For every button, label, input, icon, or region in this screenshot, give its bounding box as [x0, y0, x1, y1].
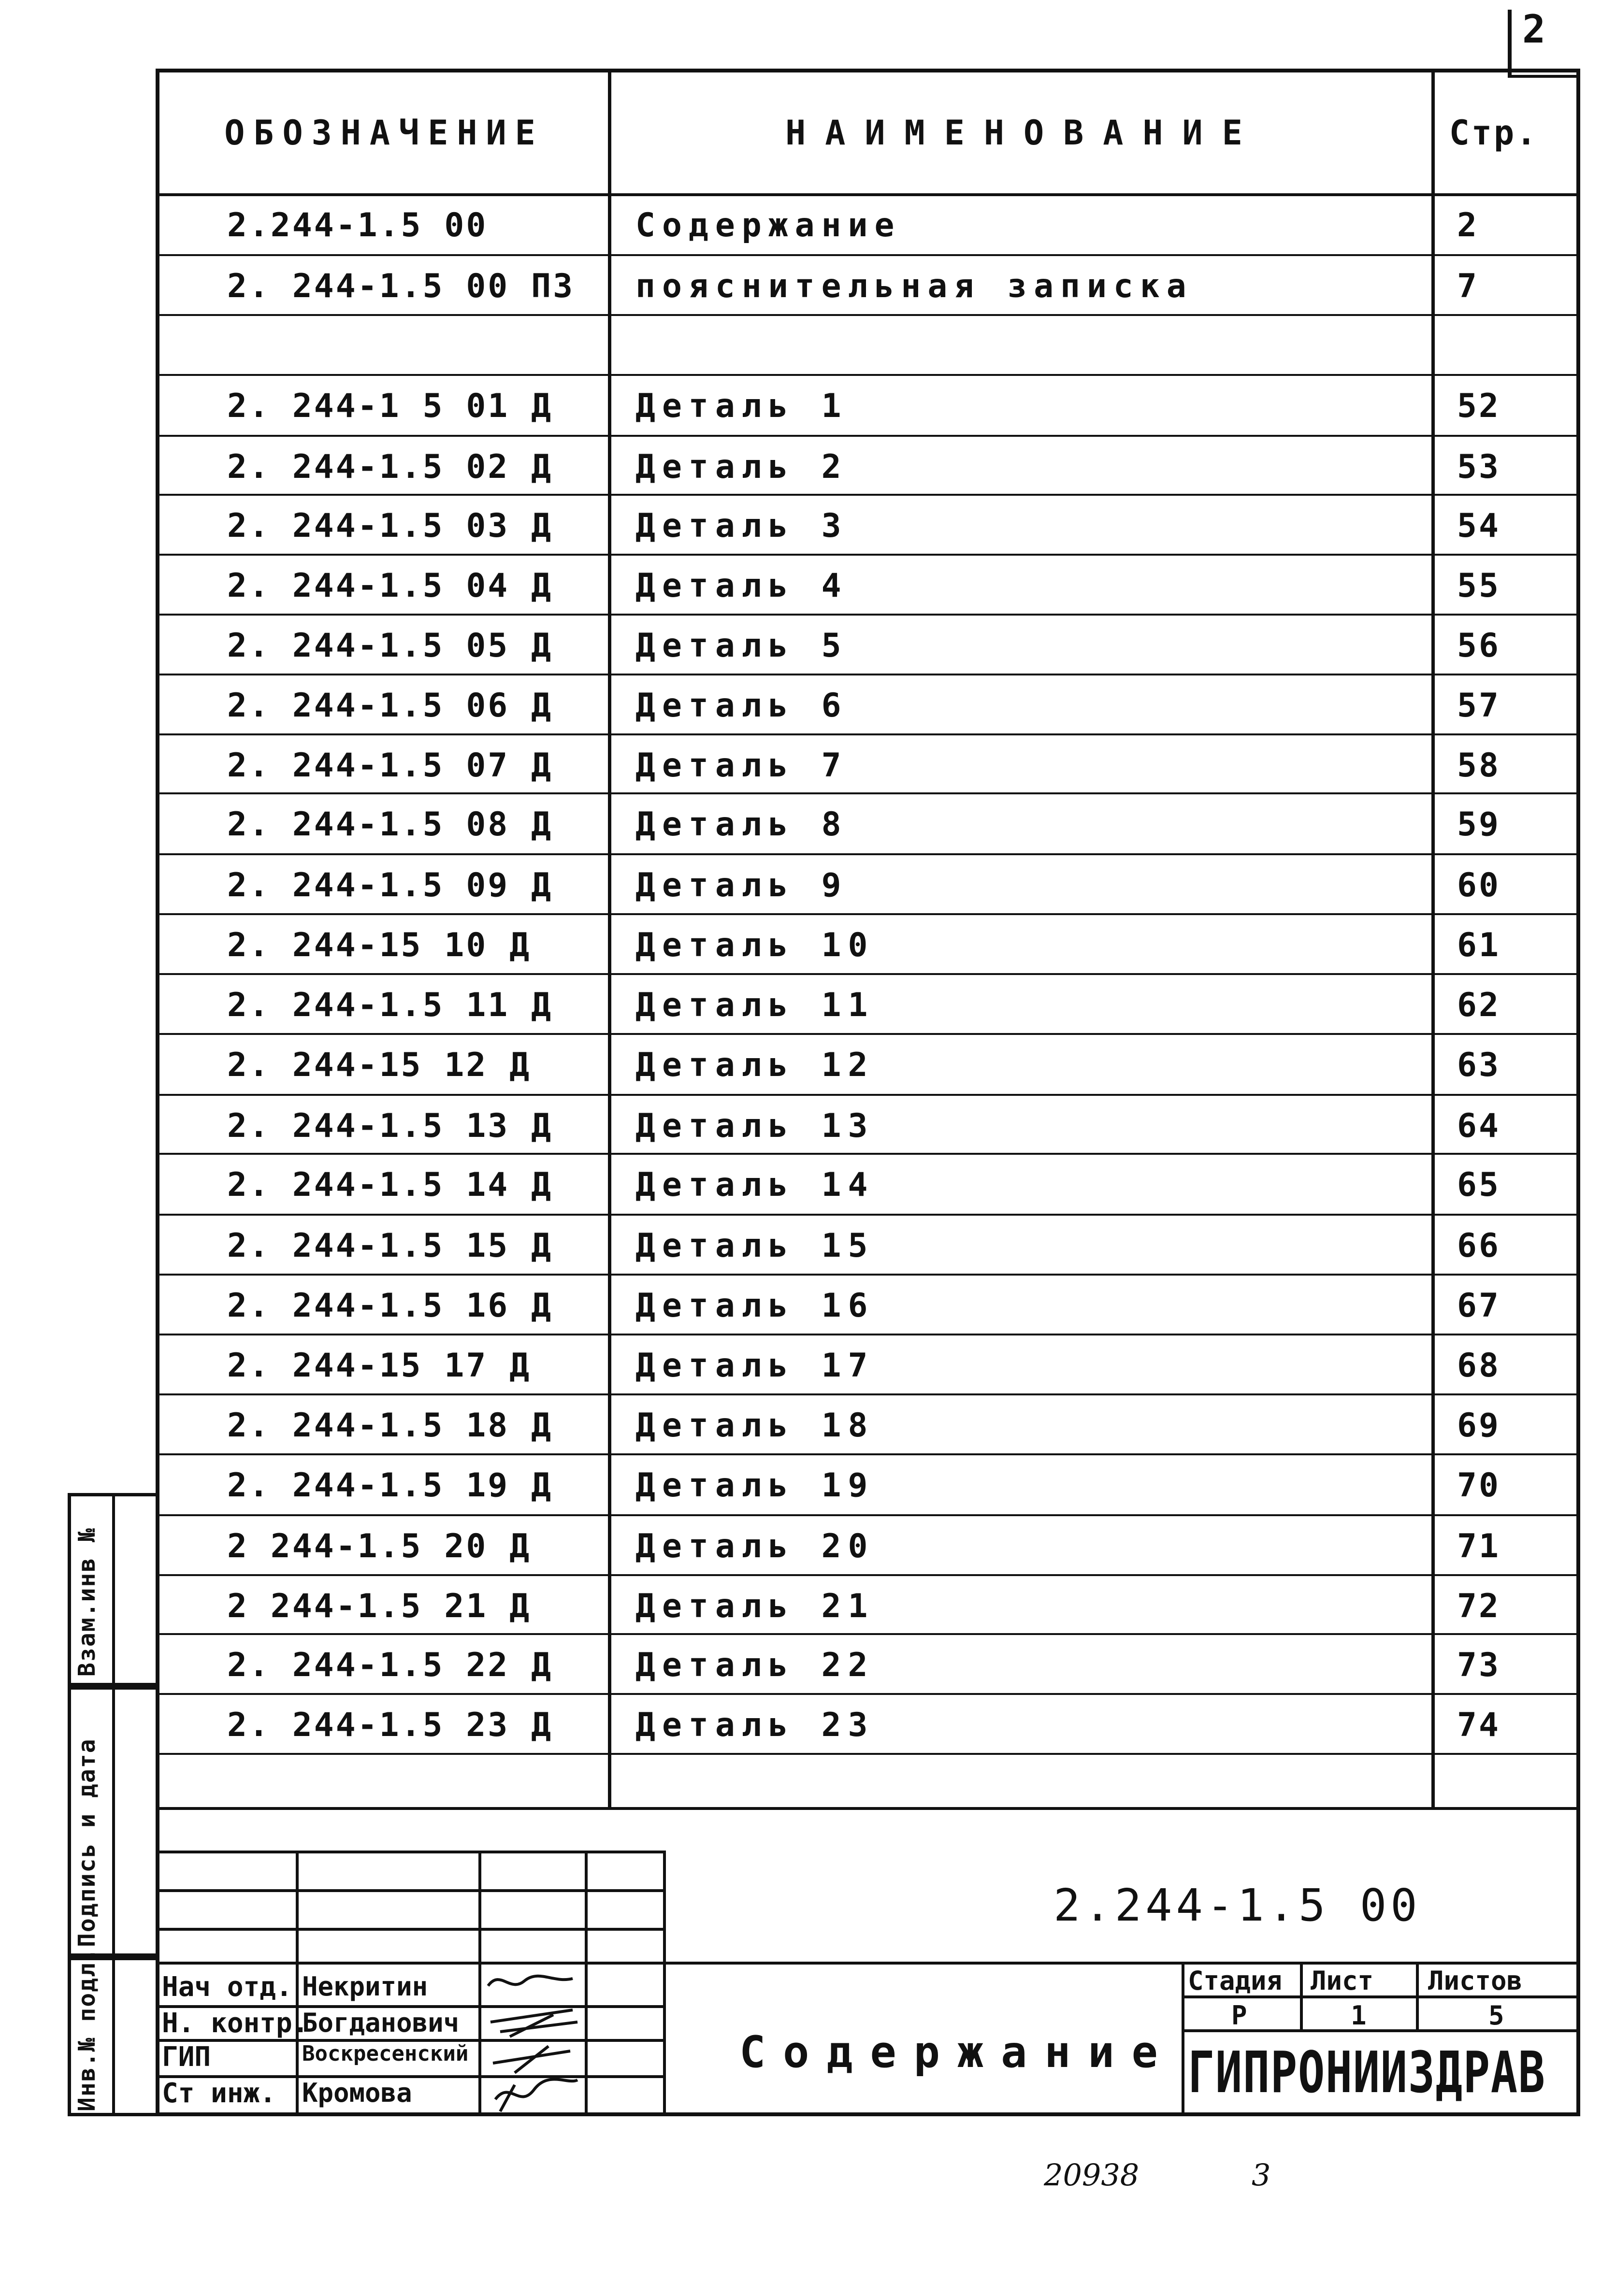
- signature-marks: [481, 1964, 587, 2114]
- table-row: [159, 616, 1561, 675]
- row-page: 70: [1457, 1466, 1501, 1505]
- stamp-inner-divider: [112, 1493, 115, 2116]
- row-name: Деталь 19: [635, 1466, 875, 1505]
- row-rule: [156, 1153, 1580, 1155]
- table-row: [159, 675, 1561, 735]
- row-rule: [156, 792, 1580, 794]
- table-row: [159, 1335, 1561, 1395]
- row-code: 2. 244-1 5 01 Д: [227, 387, 553, 425]
- row-name: Деталь 7: [635, 746, 848, 785]
- row-name: пояснительная записка: [635, 267, 1193, 305]
- titleblock-mid-rule: [156, 1962, 1580, 1965]
- copy-number: 3: [1252, 2157, 1271, 2193]
- table-row: [159, 1395, 1561, 1455]
- table-row: [159, 1576, 1561, 1636]
- signatory-name: Богданович: [302, 2008, 460, 2038]
- row-page: 73: [1457, 1646, 1501, 1684]
- row-name: Деталь 13: [635, 1106, 875, 1145]
- corner-rule-vertical: [1508, 10, 1512, 77]
- row-code: 2. 244-1.5 23 Д: [227, 1706, 553, 1744]
- row-rule: [156, 853, 1580, 855]
- table-row: [159, 1216, 1561, 1276]
- table-row: [159, 855, 1561, 915]
- row-rule: [156, 1094, 1580, 1096]
- stage-label: Стадия: [1188, 1966, 1283, 1996]
- table-row: [159, 1096, 1561, 1156]
- row-rule: [156, 1633, 1580, 1635]
- row-name: Деталь 11: [635, 986, 875, 1024]
- row-code: 2. 244-1.5 11 Д: [227, 986, 553, 1024]
- row-name: Деталь 9: [635, 866, 848, 904]
- row-page: 65: [1457, 1165, 1501, 1204]
- row-code: 2. 244-1.5 13 Д: [227, 1106, 553, 1145]
- row-code: 2. 244-1.5 05 Д: [227, 626, 553, 665]
- table-row: [159, 1276, 1561, 1335]
- row-page: 57: [1457, 686, 1501, 725]
- row-code: 2. 244-1.5 07 Д: [227, 746, 553, 785]
- header-designation: ОБОЗНАЧЕНИЕ: [224, 113, 544, 153]
- row-name: Деталь 22: [635, 1646, 875, 1684]
- table-row: [159, 556, 1561, 616]
- row-name: Деталь 18: [635, 1406, 875, 1445]
- table-row: [159, 1695, 1561, 1755]
- row-rule: [156, 1453, 1580, 1455]
- row-page: 61: [1457, 926, 1501, 964]
- row-code: 2. 244-15 17 Д: [227, 1346, 532, 1385]
- table-row: [159, 256, 1561, 316]
- row-page: 52: [1457, 387, 1501, 425]
- sheet-value: 1: [1351, 2000, 1367, 2031]
- sheet-label: Лист: [1311, 1966, 1374, 1996]
- row-code: 2. 244-1.5 14 Д: [227, 1165, 553, 1204]
- row-code: 2. 244-1.5 15 Д: [227, 1226, 553, 1265]
- row-code: 2. 244-1.5 06 Д: [227, 686, 553, 725]
- row-name: Деталь 4: [635, 566, 848, 605]
- table-row: [159, 1635, 1561, 1695]
- row-name: Деталь 14: [635, 1165, 875, 1204]
- row-rule: [156, 1514, 1580, 1516]
- table-row: [159, 1035, 1561, 1095]
- doc-code: 2.244-1.5 00: [1053, 1880, 1421, 1931]
- row-code: 2. 244-1.5 02 Д: [227, 447, 553, 486]
- archive-number: 20938: [1044, 2157, 1140, 2193]
- row-rule: [156, 1214, 1580, 1216]
- row-name: Деталь 8: [635, 805, 848, 844]
- signatory-name: Некритин: [302, 1971, 428, 2002]
- titleblock-top-rule: [156, 1807, 1580, 1810]
- row-name: Содержание: [635, 206, 901, 244]
- row-page: 58: [1457, 746, 1501, 785]
- row-page: 68: [1457, 1346, 1501, 1385]
- row-name: Деталь 6: [635, 686, 848, 725]
- table-row: [159, 376, 1561, 436]
- titleblock-col: [1182, 1962, 1184, 2116]
- signatory-role: ГИП: [162, 2041, 211, 2073]
- row-code: 2. 244-1.5 03 Д: [227, 506, 553, 545]
- row-code: 2 244-1.5 20 Д: [227, 1527, 532, 1565]
- row-page: 7: [1457, 267, 1479, 305]
- row-code: [227, 316, 604, 376]
- row-name: Деталь 15: [635, 1226, 875, 1265]
- titleblock-col: [663, 1851, 666, 2116]
- row-rule: [156, 554, 1580, 556]
- row-code: 2. 244-1.5 04 Д: [227, 566, 553, 605]
- titleblock-col: [296, 1851, 299, 2116]
- row-code: 2. 244-1.5 08 Д: [227, 805, 553, 844]
- row-rule: [156, 1574, 1580, 1576]
- row-rule: [156, 913, 1580, 915]
- table-row: [159, 794, 1561, 854]
- sheet-page-number: 2: [1522, 7, 1546, 52]
- row-code: 2. 244-1.5 18 Д: [227, 1406, 553, 1445]
- row-rule: [156, 254, 1580, 256]
- row-rule: [156, 1274, 1580, 1276]
- header-name: НАИМЕНОВАНИЕ: [785, 113, 1262, 153]
- table-row: [159, 915, 1561, 975]
- table-row: [159, 735, 1561, 795]
- row-rule: [156, 314, 1580, 316]
- row-page: 71: [1457, 1527, 1501, 1565]
- row-code: 2. 244-1.5 09 Д: [227, 866, 553, 904]
- row-name: Деталь 10: [635, 926, 875, 964]
- row-page: [1457, 316, 1563, 376]
- row-name: Деталь 21: [635, 1587, 875, 1625]
- row-rule: [156, 674, 1580, 675]
- signatory-name: Кромова: [302, 2078, 412, 2108]
- row-code: 2. 244-1.5 19 Д: [227, 1466, 553, 1505]
- row-code: 2. 244-15 10 Д: [227, 926, 532, 964]
- stamp-signature-date: Подпись и дата: [73, 1738, 101, 1947]
- row-rule: [156, 973, 1580, 975]
- row-page: 54: [1457, 506, 1501, 545]
- row-rule: [156, 494, 1580, 496]
- titleblock-col: [1416, 1962, 1419, 2029]
- row-page: 59: [1457, 805, 1501, 844]
- row-code: 2. 244-1.5 00 ПЗ: [227, 267, 575, 305]
- titleblock-col: [1300, 1962, 1303, 2029]
- row-page: 55: [1457, 566, 1501, 605]
- doc-title: Содержание: [739, 2027, 1175, 2078]
- table-row: [159, 975, 1561, 1035]
- row-name: Деталь 12: [635, 1046, 875, 1084]
- row-name: Деталь 20: [635, 1527, 875, 1565]
- organization-name: ГИПРОНИИЗДРАВ: [1188, 2039, 1546, 2106]
- sheets-value: 5: [1488, 2000, 1504, 2031]
- table-row: [159, 316, 1561, 376]
- row-page: 72: [1457, 1587, 1501, 1625]
- signatory-role: Ст инж.: [162, 2078, 276, 2109]
- row-rule: [156, 374, 1580, 376]
- signatory-name: Воскресенский: [302, 2041, 469, 2066]
- row-page: 66: [1457, 1226, 1501, 1265]
- row-rule: [156, 614, 1580, 616]
- row-name: Деталь 5: [635, 626, 848, 665]
- row-name: Деталь 23: [635, 1706, 875, 1744]
- row-rule: [156, 1393, 1580, 1395]
- row-name: [635, 316, 1433, 376]
- stage-value: Р: [1231, 2000, 1247, 2031]
- row-page: 60: [1457, 866, 1501, 904]
- row-name: Деталь 16: [635, 1286, 875, 1325]
- row-rule: [156, 1033, 1580, 1035]
- table-row: [159, 1155, 1561, 1215]
- row-page: 56: [1457, 626, 1501, 665]
- signatory-role: Нач отд.: [162, 1971, 292, 2003]
- table-row: [159, 1455, 1561, 1515]
- table-row: [159, 195, 1561, 255]
- row-rule: [156, 1753, 1580, 1755]
- row-rule: [156, 1334, 1580, 1335]
- row-code: 2. 244-15 12 Д: [227, 1046, 532, 1084]
- stamp-inv-original: Инв.№ подл.: [73, 1947, 101, 2111]
- row-code: 2. 244-1.5 16 Д: [227, 1286, 553, 1325]
- signatory-role: Н. контр.: [162, 2008, 309, 2039]
- row-name: Деталь 17: [635, 1346, 875, 1385]
- row-page: 63: [1457, 1046, 1501, 1084]
- stamp-replaced-inv: Взам.инв №: [73, 1527, 101, 1677]
- row-page: 53: [1457, 447, 1501, 486]
- header-page: Стр.: [1449, 113, 1539, 153]
- row-page: 69: [1457, 1406, 1501, 1445]
- row-page: 62: [1457, 986, 1501, 1024]
- sheets-label: Листов: [1428, 1966, 1523, 1996]
- row-rule: [156, 1693, 1580, 1695]
- row-name: Деталь 2: [635, 447, 848, 486]
- row-name: Деталь 3: [635, 506, 848, 545]
- row-code: 2. 244-1.5 22 Д: [227, 1646, 553, 1684]
- row-name: Деталь 1: [635, 387, 848, 425]
- row-code: 2 244-1.5 21 Д: [227, 1587, 532, 1625]
- row-page: 67: [1457, 1286, 1501, 1325]
- table-row: [159, 437, 1561, 497]
- row-rule: [156, 435, 1580, 437]
- table-row: [159, 1516, 1561, 1576]
- row-rule: [156, 733, 1580, 735]
- row-code: 2.244-1.5 00: [227, 206, 488, 244]
- table-row: [159, 496, 1561, 556]
- row-page: 64: [1457, 1106, 1501, 1145]
- row-page: 74: [1457, 1706, 1501, 1744]
- row-page: 2: [1457, 206, 1479, 244]
